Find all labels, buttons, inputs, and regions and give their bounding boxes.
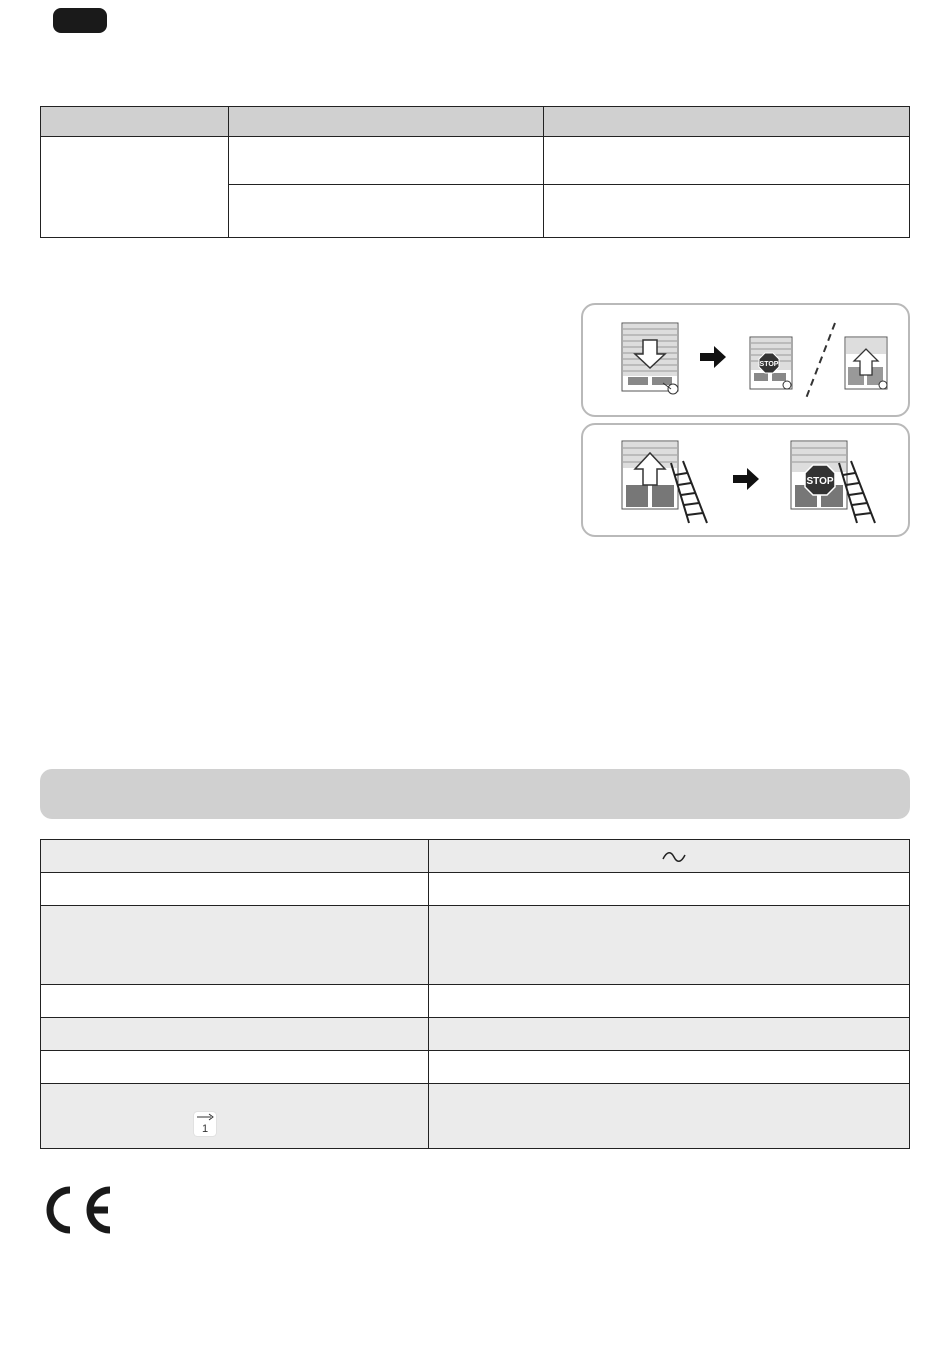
spec-value bbox=[429, 873, 910, 906]
spec-key bbox=[41, 1051, 429, 1084]
stop-sign-label: STOP bbox=[759, 361, 779, 368]
specs-table bbox=[40, 839, 910, 1149]
spec-key bbox=[41, 985, 429, 1018]
shutter-window-icon bbox=[622, 323, 678, 394]
table-header-cell bbox=[41, 107, 229, 137]
shutter-window-icon bbox=[622, 441, 678, 509]
stop-sign-label: STOP bbox=[806, 476, 834, 487]
table-header-row bbox=[41, 107, 910, 137]
spec-value bbox=[429, 840, 910, 873]
ac-sine-icon bbox=[661, 850, 687, 864]
table-row bbox=[41, 985, 910, 1018]
arrow-right-icon bbox=[700, 346, 726, 368]
CE-mark-icon bbox=[40, 1184, 116, 1236]
table-row bbox=[41, 906, 910, 985]
table-header-cell bbox=[229, 107, 544, 137]
spec-key bbox=[41, 1018, 429, 1051]
spec-value bbox=[429, 906, 910, 985]
table-row bbox=[41, 840, 910, 873]
table-row bbox=[41, 1018, 910, 1051]
spec-value bbox=[429, 1018, 910, 1051]
obstacle-detection-down-illustration bbox=[581, 303, 910, 417]
table-cell bbox=[544, 185, 910, 238]
spec-key bbox=[41, 906, 429, 985]
spec-value bbox=[429, 1051, 910, 1084]
shutter-window-icon bbox=[791, 441, 847, 509]
fault-table bbox=[40, 106, 910, 238]
section-header-bar bbox=[40, 769, 910, 819]
shutter-window-icon bbox=[750, 337, 792, 389]
language-badge bbox=[53, 8, 107, 33]
spec-value bbox=[429, 985, 910, 1018]
table-cell bbox=[229, 137, 544, 185]
spec-value bbox=[429, 1084, 910, 1149]
arrow-right-icon bbox=[733, 468, 759, 490]
spec-key bbox=[41, 1084, 429, 1149]
table-row bbox=[41, 873, 910, 906]
svg-text:1: 1 bbox=[201, 1123, 209, 1135]
table-cell bbox=[229, 185, 544, 238]
spec-key bbox=[41, 873, 429, 906]
shutter-window-icon bbox=[845, 337, 887, 389]
table-row bbox=[41, 1051, 910, 1084]
table-row bbox=[41, 137, 910, 185]
table-row bbox=[41, 1084, 910, 1149]
table-cell bbox=[544, 137, 910, 185]
table-cell bbox=[41, 137, 229, 238]
table-header-cell bbox=[544, 107, 910, 137]
step-1-icon bbox=[194, 1112, 216, 1136]
obstacle-detection-up-illustration bbox=[581, 423, 910, 537]
spec-key bbox=[41, 840, 429, 873]
